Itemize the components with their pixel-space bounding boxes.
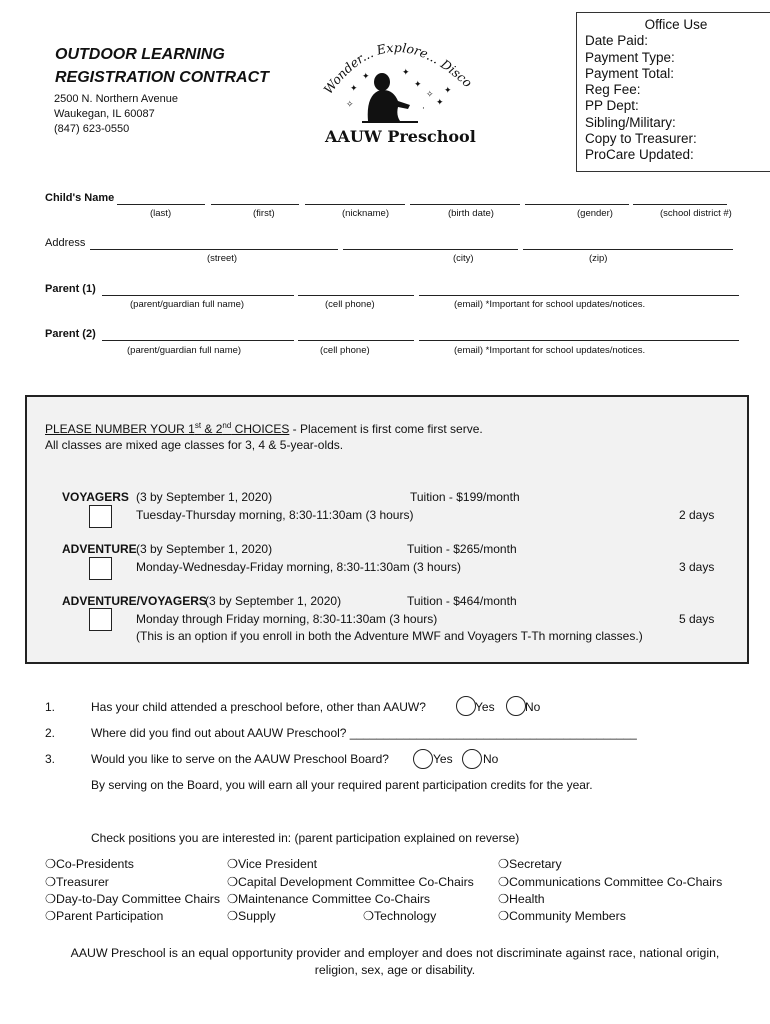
city-field[interactable]: [343, 249, 518, 250]
caption-first: (first): [253, 208, 275, 219]
child-last-name-field[interactable]: [117, 204, 205, 205]
logo-arc-text: Wonder... Explore... Disco: [320, 39, 476, 97]
caption-email: (email) *Important for school updates/notices.: [454, 345, 646, 356]
class-note: (This is an option if you enroll in both the Adventure MWF and Voyagers T-Th morning classes.): [136, 629, 643, 643]
svg-text:✦: ✦: [436, 98, 444, 108]
office-use-line: PP Dept:: [585, 98, 639, 114]
class-days: 3 days: [679, 560, 715, 574]
class-name-voyagers: VOYAGERS: [62, 490, 129, 504]
caption-nickname: (nickname): [342, 208, 389, 219]
voyagers-choice-box[interactable]: [89, 505, 112, 528]
phone-number: (847) 623-0550: [54, 123, 130, 135]
question-2-text[interactable]: Where did you find out about AAUW Preschool? ___________________________________________: [91, 726, 637, 740]
choices-subheading: All classes are mixed age classes for 3, 4 & 5-year-olds.: [45, 438, 344, 452]
q1-no-label: No: [525, 700, 541, 714]
q1-no-radio[interactable]: [506, 696, 526, 716]
position-day-to-day[interactable]: ❍Day-to-Day Committee Chairs: [45, 892, 221, 906]
caption-birth-date: (birth date): [448, 208, 494, 219]
office-use-line: Copy to Treasurer:: [585, 131, 697, 147]
caption-parent-name: (parent/guardian full name): [130, 299, 245, 310]
office-use-line: ProCare Updated:: [585, 147, 694, 163]
position-treasurer[interactable]: ❍Treasurer: [45, 875, 109, 889]
positions-intro: Check positions you are interested in: (parent participation explained on reverse): [91, 831, 520, 845]
class-name-adventure-voyagers: ADVENTURE/VOYAGERS: [62, 594, 207, 608]
zip-field[interactable]: [523, 249, 733, 250]
q3-yes-label: Yes: [433, 752, 453, 766]
choices-heading: PLEASE NUMBER YOUR 1st & 2nd CHOICES - Placement is first come first serve.: [45, 421, 483, 436]
class-schedule: Monday through Friday morning, 8:30-11:30am (3 hours): [136, 612, 438, 626]
svg-text:Wonder... Explore... Discover: [318, 25, 475, 97]
question-1-text: Has your child attended a preschool before, other than AAUW?: [91, 700, 426, 714]
class-tuition: Tuition - $199/month: [410, 490, 520, 504]
nondiscrimination-statement: AAUW Preschool is an equal opportunity provider and employer and does not discriminate against race, national origin, religion, sex, age or disability.: [70, 946, 720, 977]
class-schedule: Tuesday-Thursday morning, 8:30-11:30am (3 hours): [136, 508, 414, 522]
child-name-label: Child's Name: [45, 192, 115, 204]
child-first-name-field[interactable]: [211, 204, 299, 205]
position-capital-development[interactable]: ❍Capital Development Committee Co-Chairs: [227, 875, 474, 889]
office-use-line: Payment Total:: [585, 65, 675, 81]
question-3-text: Would you like to serve on the AAUW Preschool Board?: [91, 752, 389, 766]
question-number: 2.: [45, 726, 56, 740]
class-schedule: Monday-Wednesday-Friday morning, 8:30-11:30am (3 hours): [136, 560, 462, 574]
street-field[interactable]: [90, 249, 338, 250]
class-age: (3 by September 1, 2020): [136, 490, 273, 504]
child-school-district-field[interactable]: [633, 204, 727, 205]
position-maintenance[interactable]: ❍Maintenance Committee Co-Chairs: [227, 892, 431, 906]
class-days: 5 days: [679, 612, 715, 626]
position-supply[interactable]: ❍Supply: [227, 909, 276, 923]
caption-city: (city): [453, 253, 474, 264]
city-address: Waukegan, IL 60087: [54, 108, 155, 120]
parent2-email-field[interactable]: [419, 340, 739, 341]
question-number: 1.: [45, 700, 56, 714]
parent1-label: Parent (1): [45, 283, 96, 295]
question-number: 3.: [45, 752, 56, 766]
position-community-members[interactable]: ❍Community Members: [498, 909, 626, 923]
office-use-line: Date Paid:: [585, 33, 649, 49]
position-technology[interactable]: ❍Technology: [363, 909, 437, 923]
child-nickname-field[interactable]: [305, 204, 405, 205]
child-gender-field[interactable]: [525, 204, 629, 205]
position-parent-participation[interactable]: ❍Parent Participation: [45, 909, 164, 923]
adventure-voyagers-choice-box[interactable]: [89, 608, 112, 631]
position-vice-president[interactable]: ❍Vice President: [227, 857, 318, 871]
street-address: 2500 N. Northern Avenue: [54, 93, 178, 105]
parent1-email-field[interactable]: [419, 295, 739, 296]
caption-cell-phone: (cell phone): [325, 299, 375, 310]
svg-text:·: ·: [422, 104, 425, 114]
parent2-phone-field[interactable]: [298, 340, 414, 341]
board-note: By serving on the Board, you will earn all your required parent participation credits for the year.: [91, 778, 593, 792]
aauw-preschool-logo: [318, 25, 478, 150]
class-age: (3 by September 1, 2020): [136, 542, 273, 556]
parent2-label: Parent (2): [45, 328, 96, 340]
caption-email: (email) *Important for school updates/notices.: [454, 299, 646, 310]
class-name-adventure: ADVENTURE: [62, 542, 137, 556]
class-tuition: Tuition - $265/month: [407, 542, 517, 556]
caption-cell-phone: (cell phone): [320, 345, 370, 356]
position-co-presidents[interactable]: ❍Co-Presidents: [45, 857, 134, 871]
q3-no-label: No: [483, 752, 499, 766]
office-use-heading: Office Use: [644, 17, 708, 32]
position-secretary[interactable]: ❍Secretary: [498, 857, 562, 871]
svg-text:✦: ✦: [414, 80, 422, 90]
office-use-line: Sibling/Military:: [585, 114, 676, 130]
office-use-line: Payment Type:: [585, 49, 675, 65]
child-birth-date-field[interactable]: [410, 204, 520, 205]
caption-parent-name: (parent/guardian full name): [127, 345, 242, 356]
caption-last: (last): [150, 208, 172, 219]
q3-no-radio[interactable]: [462, 749, 482, 769]
caption-zip: (zip): [589, 253, 608, 264]
svg-text:✦: ✦: [362, 72, 370, 82]
logo-name: AAUW Preschool: [325, 127, 476, 146]
q1-yes-label: Yes: [475, 700, 495, 714]
parent2-name-field[interactable]: [102, 340, 294, 341]
class-age: (3 by September 1, 2020): [205, 594, 342, 608]
svg-text:✦: ✦: [402, 68, 410, 78]
q1-yes-radio[interactable]: [456, 696, 476, 716]
adventure-choice-box[interactable]: [89, 557, 112, 580]
class-days: 2 days: [679, 508, 715, 522]
form-title-line2: REGISTRATION CONTRACT: [55, 69, 269, 86]
position-communications[interactable]: ❍Communications Committee Co-Chairs: [498, 875, 723, 889]
svg-text:✦: ✦: [350, 84, 358, 94]
office-use-box: [576, 12, 770, 172]
svg-text:✧: ✧: [426, 90, 434, 100]
parent1-phone-field[interactable]: [298, 295, 414, 296]
form-title-line1: OUTDOOR LEARNING: [55, 46, 225, 63]
caption-gender: (gender): [577, 208, 613, 219]
q3-yes-radio[interactable]: [413, 749, 433, 769]
svg-text:✧: ✧: [346, 100, 354, 110]
svg-text:✦: ✦: [444, 86, 452, 96]
position-health[interactable]: ❍Health: [498, 892, 545, 906]
address-label: Address: [45, 237, 86, 249]
parent1-name-field[interactable]: [102, 295, 294, 296]
office-use-line: Reg Fee:: [585, 82, 641, 98]
class-tuition: Tuition - $464/month: [407, 594, 517, 608]
caption-school-district: (school district #): [660, 208, 732, 219]
caption-street: (street): [207, 253, 238, 264]
